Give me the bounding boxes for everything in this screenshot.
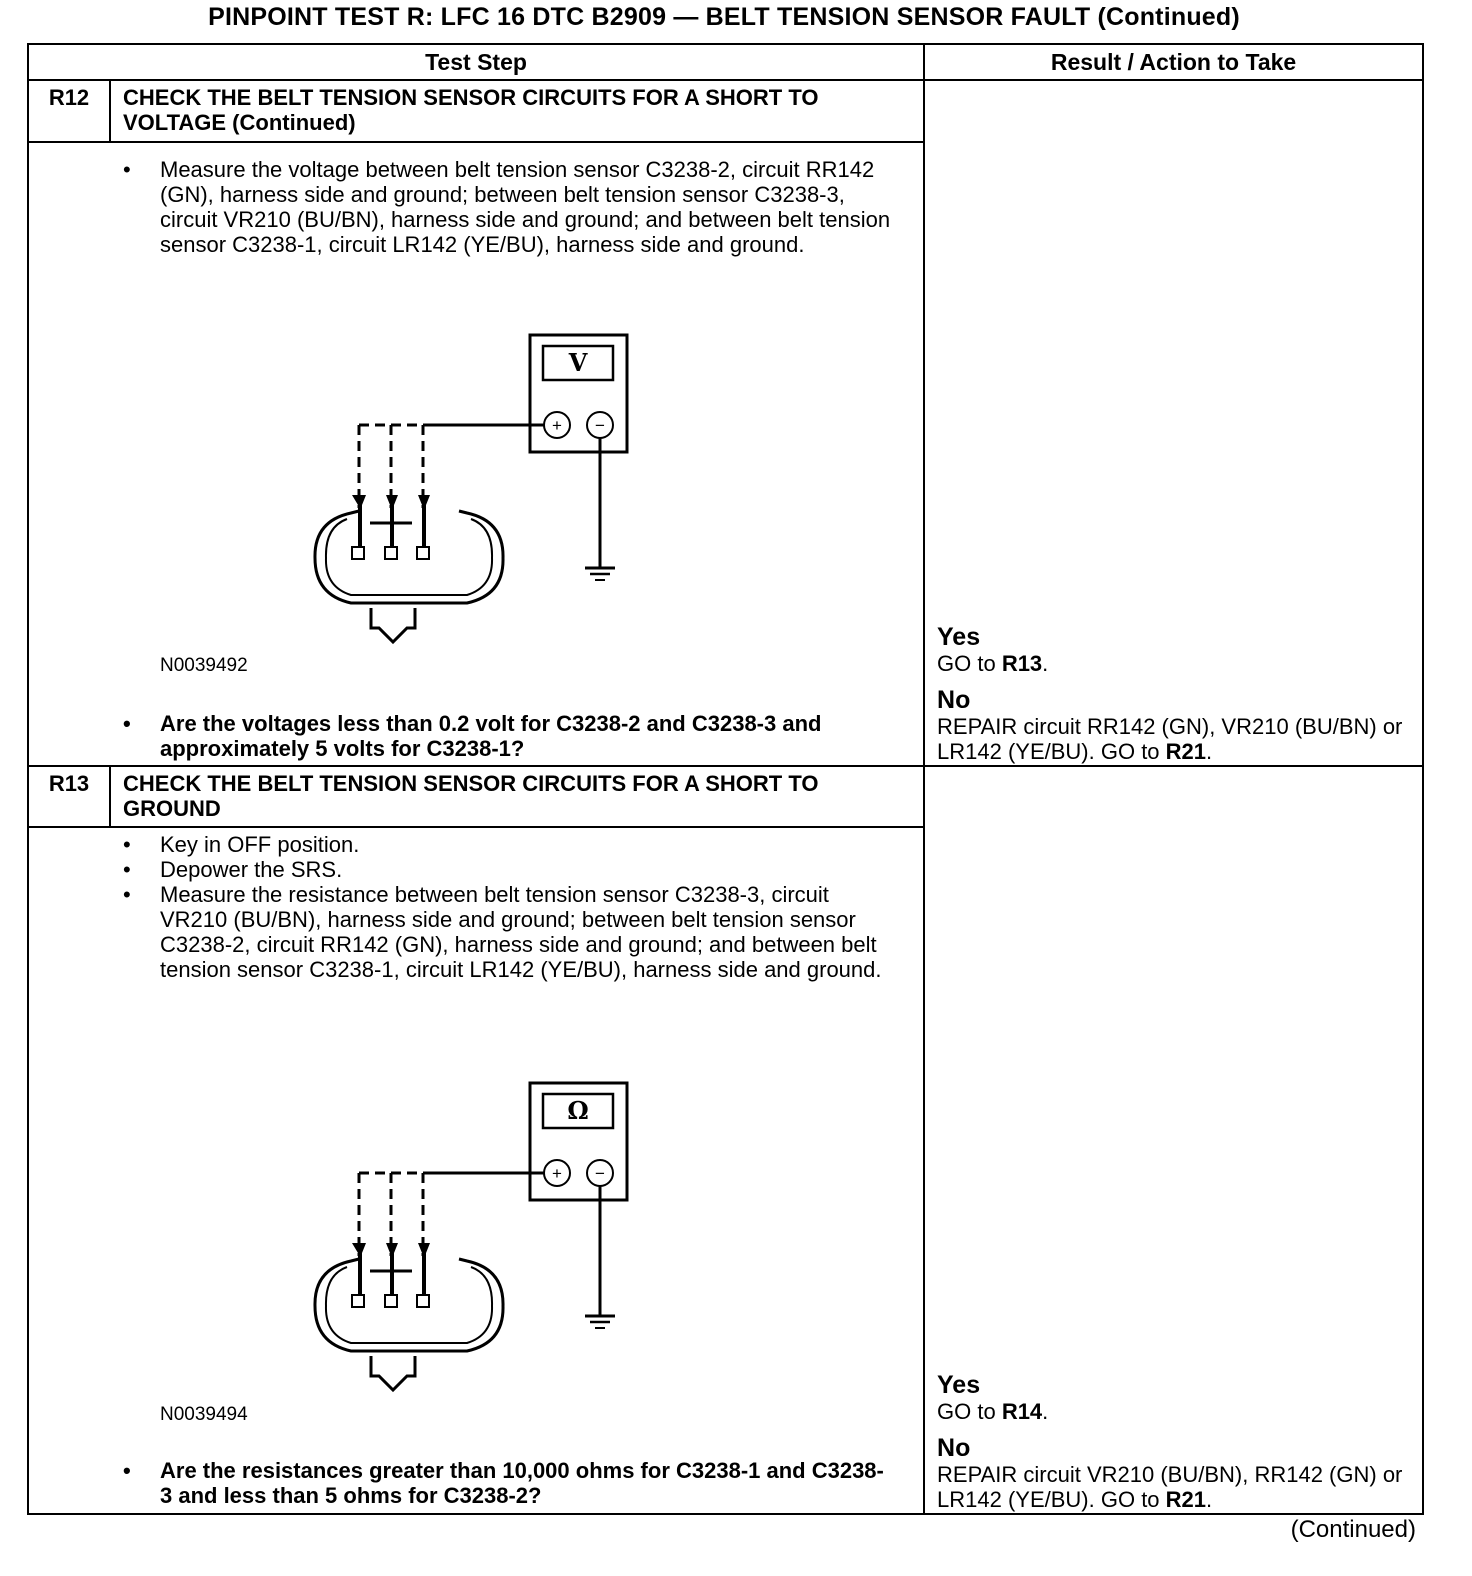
step-r12-title-row bbox=[28, 80, 1423, 142]
instruction-item: • Measure the resistance between belt tension sensor C3238-3, circuit VR210 (BU/BN), harness side and ground; between belt tension sensor C3238-2, circuit RR142 (GN), harness side and ground; and between belt tension sensor C3238-1, circuit LR142 (YE/BU), harness side and ground. bbox=[29, 882, 923, 982]
test-question: • Are the resistances greater than 10,000 ohms for C3238-1 and C3238-3 and less than 5 ohms for C3238-2? bbox=[29, 1458, 923, 1508]
step-id: R12 bbox=[28, 80, 110, 142]
yes-label: Yes bbox=[937, 1371, 981, 1399]
result-block bbox=[937, 623, 1414, 764]
plus-sign: + bbox=[552, 416, 562, 435]
ohmmeter-diagram bbox=[29, 1081, 925, 1401]
no-label: No bbox=[937, 686, 971, 714]
instruction-list bbox=[29, 157, 923, 257]
no-label: No bbox=[937, 1434, 971, 1462]
test-step-header: Test Step bbox=[28, 44, 924, 80]
yes-action: GO to R13. bbox=[937, 651, 1049, 676]
minus-sign: − bbox=[595, 416, 605, 435]
result-block bbox=[937, 1371, 1414, 1512]
question-list bbox=[29, 711, 923, 761]
figure-id: N0039494 bbox=[160, 1404, 248, 1425]
step-r12-content bbox=[28, 142, 924, 766]
step-title: CHECK THE BELT TENSION SENSOR CIRCUITS FOR A SHORT TO VOLTAGE (Continued) bbox=[110, 80, 924, 142]
harness-arrow bbox=[371, 1356, 415, 1390]
harness-arrow bbox=[371, 608, 415, 642]
instruction-list bbox=[29, 832, 923, 982]
no-action: REPAIR circuit VR210 (BU/BN), RR142 (GN) or LR142 (YE/BU). GO to R21. bbox=[937, 1462, 1403, 1512]
connector-body bbox=[315, 511, 503, 603]
step-r12-result-cell bbox=[924, 80, 1423, 766]
yes-label: Yes bbox=[937, 623, 981, 651]
instruction-item: • Key in OFF position. bbox=[29, 832, 923, 857]
step-r13-result-cell bbox=[924, 766, 1423, 1514]
meter-symbol: V bbox=[568, 348, 588, 377]
yes-action: GO to R14. bbox=[937, 1399, 1049, 1424]
connector-body bbox=[315, 1259, 503, 1351]
continued-note: (Continued) bbox=[1290, 1516, 1416, 1543]
voltmeter-diagram bbox=[29, 333, 925, 653]
step-r13-content bbox=[28, 827, 924, 1514]
no-action: REPAIR circuit RR142 (GN), VR210 (BU/BN) or LR142 (YE/BU). GO to R21. bbox=[937, 714, 1403, 764]
header-row bbox=[28, 44, 1423, 80]
page-title: PINPOINT TEST R: LFC 16 DTC B2909 — BELT TENSION SENSOR FAULT (Continued) bbox=[208, 3, 1240, 31]
question-list bbox=[29, 1458, 923, 1508]
plus-sign: + bbox=[552, 1164, 562, 1183]
instruction-item: • Measure the voltage between belt tension sensor C3238-2, circuit RR142 (GN), harness side and ground; between belt tension sensor C3238-3, circuit VR210 (BU/BN), harness side and ground; and between belt tension sensor C3238-1, circuit LR142 (YE/BU), harness side and ground. bbox=[29, 157, 923, 257]
figure-id: N0039492 bbox=[160, 655, 248, 676]
step-title: CHECK THE BELT TENSION SENSOR CIRCUITS FOR A SHORT TO GROUND bbox=[110, 766, 924, 827]
minus-sign: − bbox=[595, 1164, 605, 1183]
pinpoint-test-table bbox=[27, 43, 1424, 1515]
instruction-item: • Depower the SRS. bbox=[29, 857, 923, 882]
step-r13-title-row bbox=[28, 766, 1423, 827]
meter-symbol: Ω bbox=[567, 1096, 589, 1125]
result-header: Result / Action to Take bbox=[924, 44, 1423, 80]
test-question: • Are the voltages less than 0.2 volt for C3238-2 and C3238-3 and approximately 5 volts for C3238-1? bbox=[29, 711, 923, 761]
step-id: R13 bbox=[28, 766, 110, 827]
